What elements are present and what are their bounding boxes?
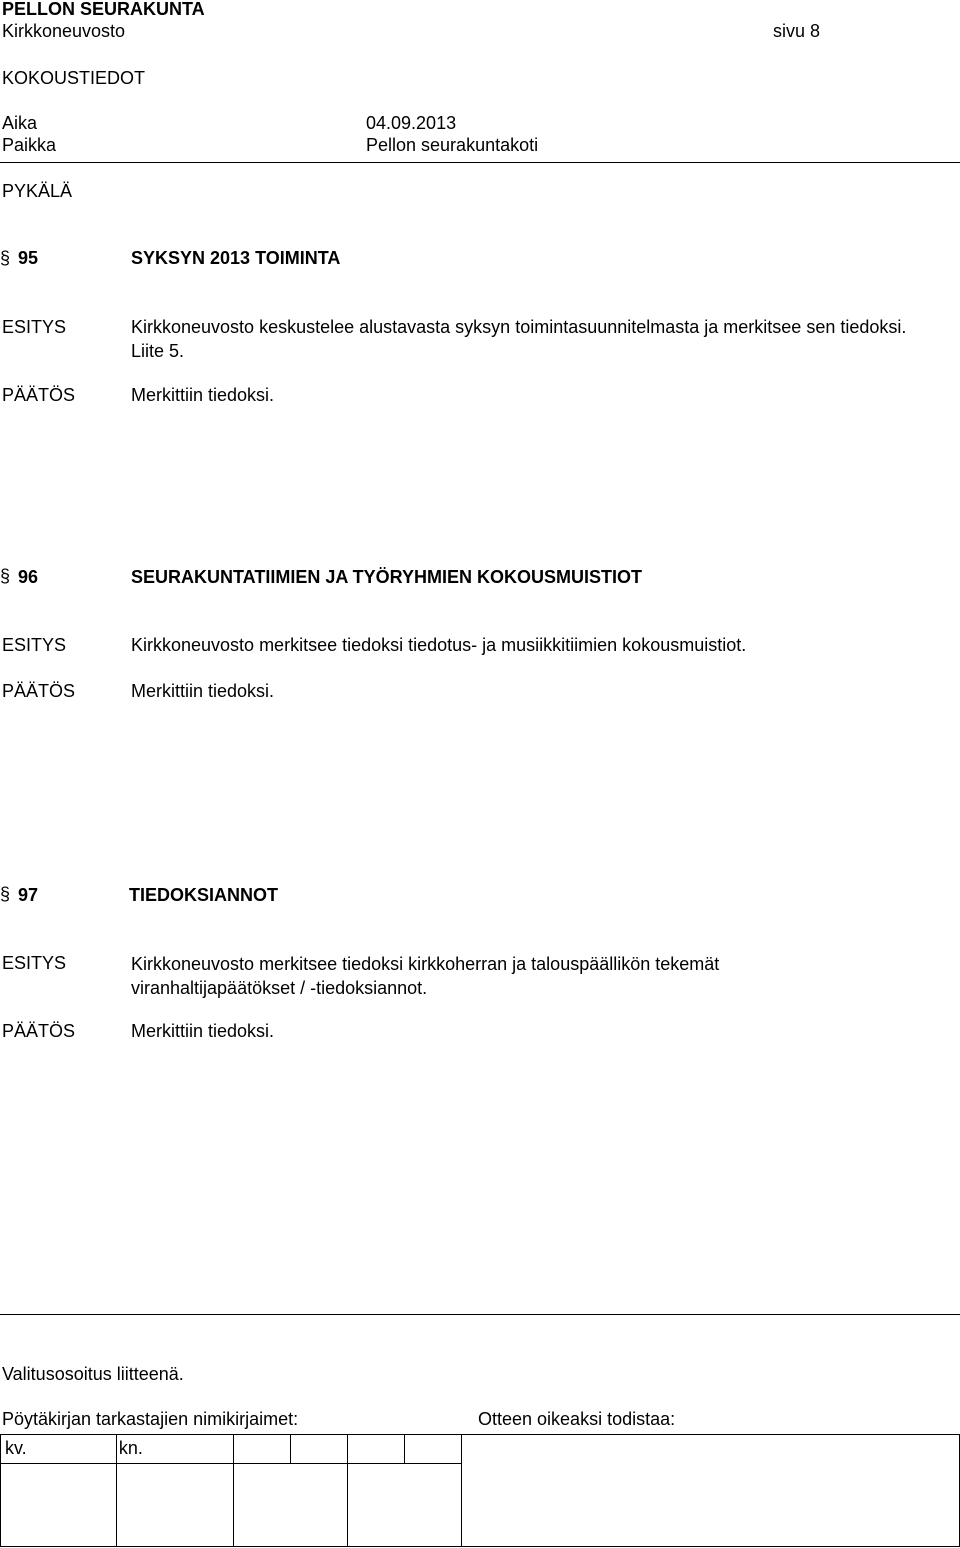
section-symbol: § [0, 566, 11, 586]
esitys-label: ESITYS [2, 635, 67, 655]
paatos-text: Merkittiin tiedoksi. [131, 385, 275, 405]
page-number: sivu 8 [773, 21, 821, 41]
signature-cell [233, 1464, 347, 1547]
body-name: Kirkkoneuvosto [2, 21, 126, 41]
kv-cell [1, 1435, 117, 1464]
pykala-heading: PYKÄLÄ [2, 181, 73, 201]
paatos-label: PÄÄTÖS [2, 1021, 76, 1041]
kn-label: kn. [118, 1438, 143, 1458]
organization-name: PELLON SEURAKUNTA [2, 0, 205, 19]
item-number: 95 [18, 248, 39, 268]
initials-box [233, 1435, 290, 1464]
header-divider [0, 162, 960, 163]
section-symbol: § [0, 884, 11, 904]
section-symbol: § [0, 248, 11, 268]
place-label: Paikka [2, 135, 57, 155]
signature-cell [116, 1464, 233, 1547]
signature-cell [1, 1464, 117, 1547]
certify-label: Otteen oikeaksi todistaa: [478, 1409, 676, 1429]
esitys-text: Kirkkoneuvosto keskustelee alustavasta syksyn toimintasuunnitelmasta ja merkitsee sen tiedoksi. Liite 5. [131, 317, 907, 361]
item-number: 96 [18, 567, 39, 587]
initials-box [347, 1435, 404, 1464]
kn-cell [116, 1435, 233, 1464]
certification-signature-box [461, 1435, 959, 1547]
paatos-label: PÄÄTÖS [2, 385, 76, 405]
esitys-text: Kirkkoneuvosto merkitsee tiedoksi tiedotus- ja musiikkitiimien kokousmuistiot. [131, 635, 747, 655]
initials-label: Pöytäkirjan tarkastajien nimikirjaimet: [2, 1409, 299, 1429]
kv-label: kv. [5, 1438, 27, 1458]
esitys-label: ESITYS [2, 953, 67, 973]
esitys-label: ESITYS [2, 317, 67, 337]
time-label: Aika [2, 113, 38, 133]
signature-cell [347, 1464, 461, 1547]
paatos-label: PÄÄTÖS [2, 681, 76, 701]
esitys-text: Kirkkoneuvosto merkitsee tiedoksi kirkkoherran ja talouspäällikön tekemät viranhaltijapäätökset / -tiedoksiannot. [131, 954, 720, 998]
paatos-text: Merkittiin tiedoksi. [131, 681, 275, 701]
appeal-note: Valitusosoitus liitteenä. [2, 1364, 184, 1384]
item-title: TIEDOKSIANNOT [129, 885, 279, 905]
paatos-text: Merkittiin tiedoksi. [131, 1021, 275, 1041]
footer-divider [0, 1314, 960, 1315]
item-title: SEURAKUNTATIIMIEN JA TYÖRYHMIEN KOKOUSMUISTIOT [131, 567, 643, 587]
time-value: 04.09.2013 [366, 113, 457, 133]
signature-table [0, 1434, 960, 1547]
initials-box [290, 1435, 347, 1464]
item-title: SYKSYN 2013 TOIMINTA [131, 248, 341, 268]
meeting-info-title: KOKOUSTIEDOT [2, 68, 146, 88]
place-value: Pellon seurakuntakoti [366, 135, 539, 155]
item-number: 97 [18, 885, 39, 905]
initials-box [404, 1435, 461, 1464]
